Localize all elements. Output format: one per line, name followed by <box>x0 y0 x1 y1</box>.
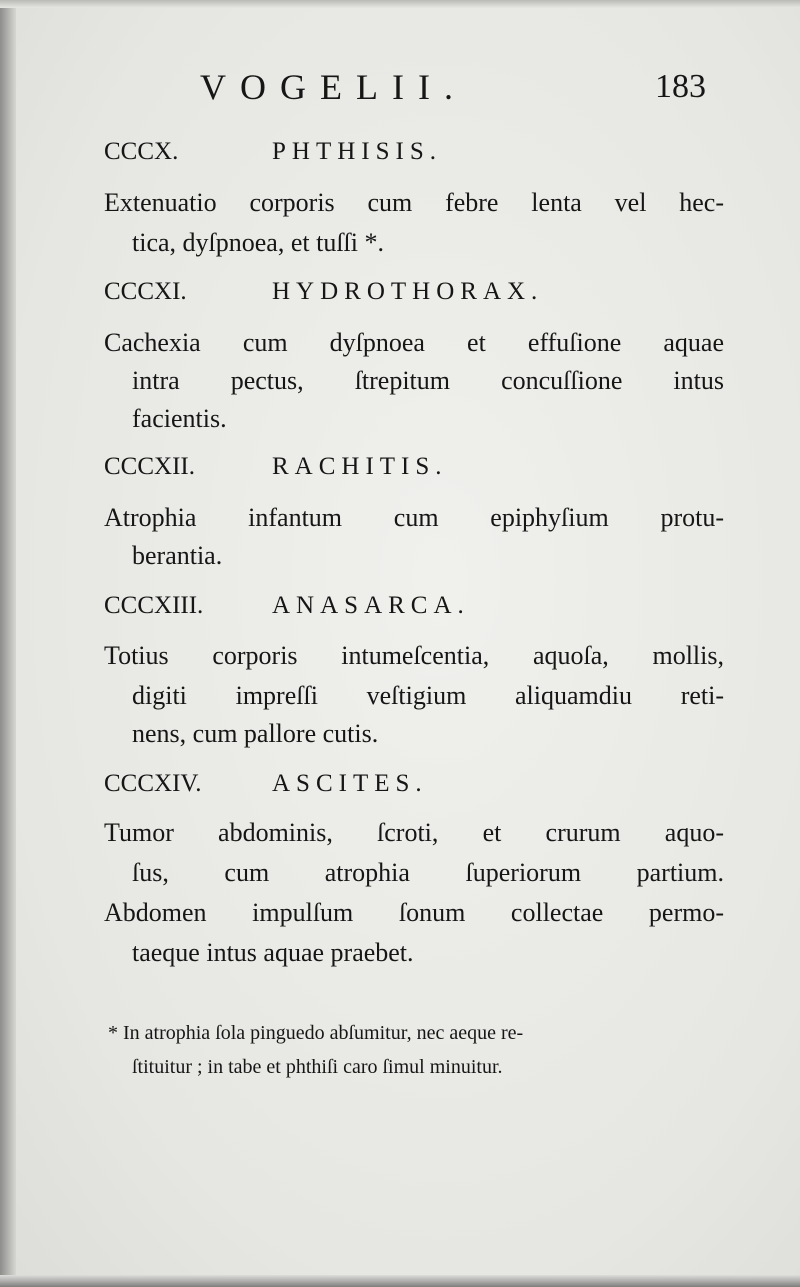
entry-number: CCCXI. <box>104 278 187 305</box>
entry-text-line: facientis. <box>132 404 227 433</box>
entry-name: ASCITES. <box>272 770 428 797</box>
entry-heading <box>104 770 428 798</box>
entry-number: CCCXIV. <box>104 770 202 797</box>
page-number: 183 <box>655 68 706 105</box>
entry-text-line: nens, cum pallore cutis. <box>132 719 379 748</box>
page-header <box>0 66 800 116</box>
entry-text-line: ſus, cum atrophia ſuperiorum partium. <box>132 858 724 887</box>
entry-text-line: taeque intus aquae praebet. <box>132 938 414 967</box>
entry-heading <box>104 278 543 306</box>
page-bottom-edge <box>0 1275 800 1287</box>
page-edge-shadow <box>0 0 16 1287</box>
entry-name: ANASARCA. <box>272 592 470 619</box>
entry-text-line: intra pectus, ſtrepitum concuſſione intus <box>132 366 724 395</box>
entry-number: CCCXIII. <box>104 592 204 619</box>
entry-name: RACHITIS. <box>272 453 448 480</box>
entry-number: CCCX. <box>104 138 179 165</box>
entry-number: CCCXII. <box>104 453 195 480</box>
entry-heading <box>104 592 470 620</box>
entry-heading <box>104 138 442 166</box>
footnote-line: ſtituitur ; in tabe et phthiſi caro ſimul minuitur. <box>132 1056 503 1078</box>
entry-text-line: digiti impreſſi veſtigium aliquamdiu reti- <box>132 681 724 710</box>
footnote-line: * In atrophia ſola pinguedo abſumitur, nec aeque re- <box>108 1022 524 1044</box>
entry-text-line: Abdomen impulſum ſonum collectae permo- <box>104 898 724 927</box>
entry-name: HYDROTHORAX. <box>272 278 544 305</box>
entry-name: PHTHISIS. <box>272 138 442 165</box>
entry-text-line: Cachexia cum dyſpnoea et effuſione aquae <box>104 328 724 357</box>
entry-text-line: berantia. <box>132 541 223 570</box>
entry-text-line: Atrophia infantum cum epiphyſium protu- <box>104 503 724 532</box>
entry-heading <box>104 453 448 481</box>
entry-text-line: Totius corporis intumeſcentia, aquoſa, mollis, <box>104 641 724 670</box>
page-top-edge <box>0 0 800 8</box>
entry-text-line: Tumor abdominis, ſcroti, et crurum aquo- <box>104 818 724 847</box>
running-head: VOGELII. <box>200 67 467 107</box>
entry-text-line: Extenuatio corporis cum febre lenta vel hec- <box>104 188 724 217</box>
entry-text-line: tica, dyſpnoea, et tuſſi *. <box>132 228 384 257</box>
